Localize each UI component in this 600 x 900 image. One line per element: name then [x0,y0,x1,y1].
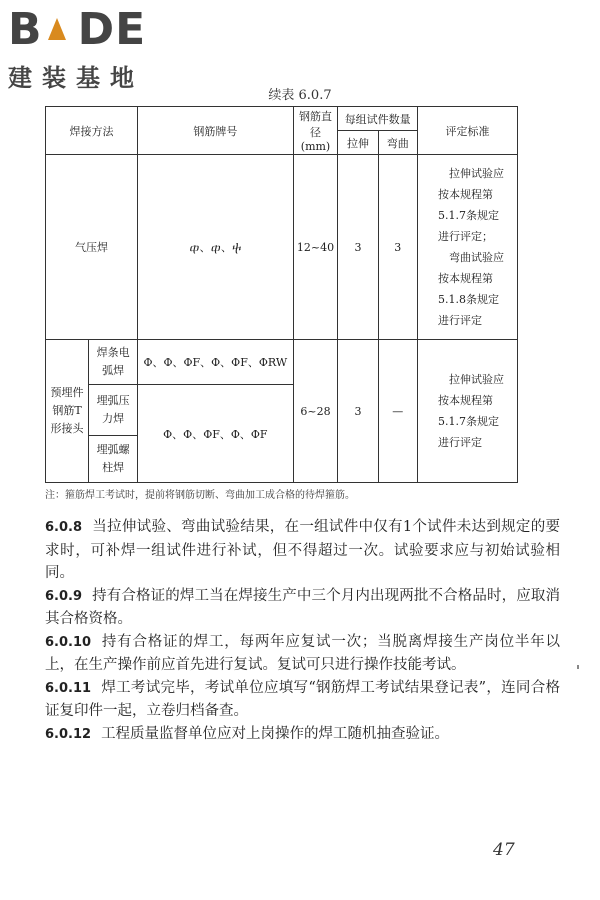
header-method: 焊接方法 [46,107,138,155]
clause-text: 焊工考试完毕，考试单位应填写“钢筋焊工考试结果登记表”，连同合格证复印件一起，立卷归档备查。 [45,679,560,719]
paragraph [45,677,560,723]
criteria-line: 拉伸试验应按本规程第5.1.7条规定进行评定 [437,373,504,449]
clause-number: 6.0.11 [45,680,92,696]
criteria-line: 弯曲试验应按本规程第5.1.8条规定进行评定 [437,251,504,327]
logo-subtitle: 建装基地 [8,64,144,92]
cell-gas-press-bend: 3 [378,155,417,340]
page-number: 47 [493,840,515,860]
table-caption: 续表 6.0.7 [268,88,332,103]
header-grade: 钢筋牌号 [138,107,293,155]
clause-text: 工程质量监督单位应对上岗操作的焊工随机抽查验证。 [101,725,450,742]
cell-gas-press-tension: 3 [338,155,378,340]
cell-gas-press-criteria [417,155,517,340]
cell-embedded-sub3: 埋弧螺柱焊 [89,436,138,483]
cell-embedded-sub1: 焊条电弧焊 [89,340,138,385]
cell-embedded-bend: — [378,340,417,483]
logo [8,4,178,92]
cell-embedded-sub2: 埋弧压力焊 [89,385,138,436]
table-row [46,340,518,385]
cell-embedded-diameter: 6~28 [293,340,338,483]
logo-brand: B DE [8,4,147,55]
cell-embedded-criteria [417,340,517,483]
header-sample-count: 每组试件数量 [338,107,418,131]
header-criteria: 评定标准 [417,107,517,155]
cell-embedded-sub1-grade: Φ、Φ、ΦF、Φ、ΦF、ΦRW [138,340,293,385]
clause-number: 6.0.8 [45,520,83,535]
criteria-line: 拉伸试验应按本规程第5.1.7条规定进行评定； [437,167,504,243]
paragraph [45,516,560,585]
logo-triangle-icon [48,18,66,40]
clause-text: 当拉伸试验、弯曲试验结果，在一组试件中仅有1个试件未达到规定的要求时，可补焊一组试件进行补试，但不得超过一次。试验要求应与初始试验相同。 [45,519,560,581]
cell-embedded-tension: 3 [338,340,378,483]
clause-number: 6.0.10 [45,634,92,650]
cell-gas-press-method: 气压焊 [46,155,138,340]
clause-text: 持有合格证的焊工当在焊接生产中三个月内出现两批不合格品时，应取消其合格资格。 [45,587,560,627]
clause-number: 6.0.12 [45,726,92,742]
table-row [46,155,518,340]
welding-test-table [45,106,518,483]
scan-artifact [577,665,579,669]
header-diameter-unit: (mm) [300,140,331,153]
paragraph [45,631,560,677]
clause-number: 6.0.9 [45,588,83,604]
header-diameter [293,107,338,155]
cell-embedded-sub23-grade: Φ、Φ、ΦF、Φ、ΦF [138,385,293,483]
paragraph [45,585,560,631]
header-bend: 弯曲 [378,131,417,155]
cell-gas-press-grade: ⴔ、ⴔ、ⴕ [138,155,293,340]
clause-text: 持有合格证的焊工，每两年应复试一次；当脱离焊接生产岗位半年以上，在生产操作前应首先进行复试。复试可只进行操作技能考试。 [45,633,560,673]
header-diameter-label: 钢筋直径 [299,110,332,139]
logo-a-mark [43,8,78,52]
header-tension: 拉伸 [338,131,378,155]
cell-gas-press-diameter: 12~40 [293,155,338,340]
table-note: 注：箍筋焊工考试时，提前将钢筋切断、弯曲加工成合格的待焊箍筋。 [45,490,355,501]
paragraph [45,723,560,747]
cell-embedded-method: 预埋件钢筋T形接头 [46,340,89,483]
main-content [45,516,560,746]
